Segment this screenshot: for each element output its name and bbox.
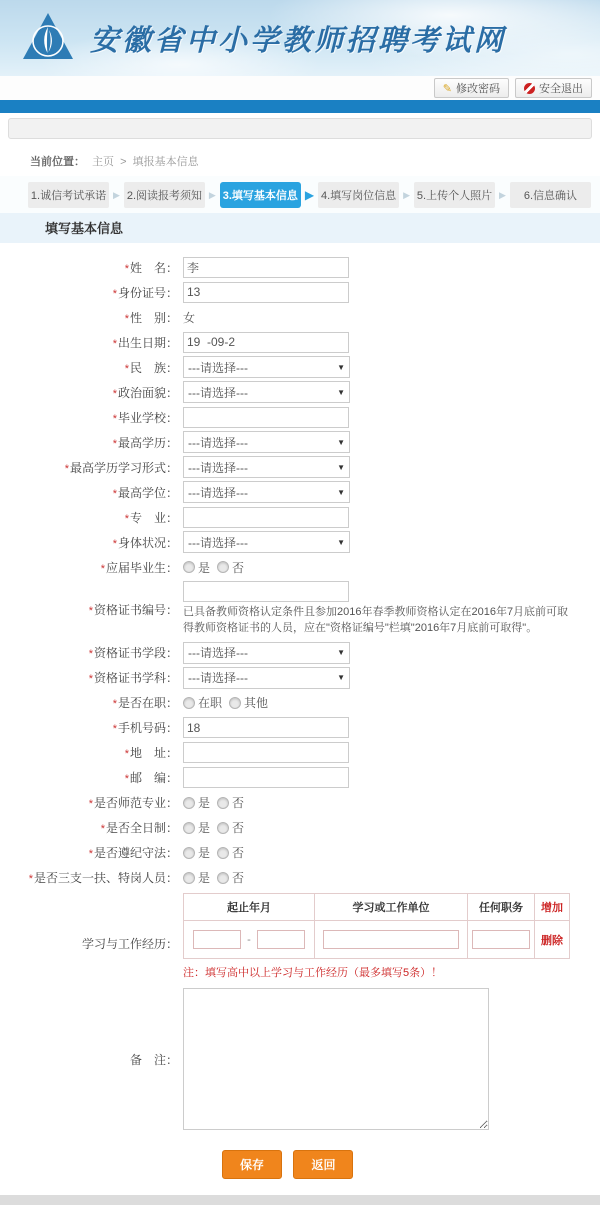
radio-label: 否 <box>232 821 245 836</box>
field-normal-major <box>183 794 600 811</box>
header-toolbar <box>0 76 600 100</box>
required-asterisk: * <box>124 262 129 275</box>
step-tab-4[interactable]: 4.填写岗位信息 <box>318 182 399 208</box>
fresh-graduate-option-1[interactable] <box>183 559 210 576</box>
field-label-text: 手机号码： <box>117 721 178 736</box>
full-time-option-2[interactable] <box>217 819 244 836</box>
remark-textarea[interactable] <box>183 988 489 1130</box>
required-asterisk: * <box>112 387 117 400</box>
form-row-highest-education <box>0 431 600 453</box>
radio-icon <box>183 847 195 859</box>
form-row-special-program <box>0 867 600 889</box>
radio-icon <box>183 797 195 809</box>
experience-label: 学习与工作经历： <box>81 936 178 951</box>
radio-label: 是 <box>198 871 211 886</box>
dropdown-arrow-icon: ▼ <box>337 487 345 497</box>
form-row-fresh-graduate <box>0 556 600 578</box>
selected-value: ---请选择--- <box>188 360 248 375</box>
exp-duty-input[interactable] <box>472 930 530 949</box>
required-asterisk: * <box>88 848 93 861</box>
dropdown-arrow-icon: ▼ <box>337 362 345 372</box>
education-form-select[interactable] <box>183 456 350 478</box>
date-range-separator: - <box>247 933 251 946</box>
field-mobile-number <box>183 717 600 738</box>
form-row-normal-major <box>0 792 600 814</box>
selected-value: ---请选择--- <box>188 671 248 686</box>
form-row-gender <box>0 306 600 328</box>
selected-value: ---请选择--- <box>188 485 248 500</box>
col-header-unit: 学习或工作单位 <box>315 893 468 920</box>
form-row-political-status <box>0 381 600 403</box>
required-asterisk: * <box>88 648 93 661</box>
radio-label: 否 <box>232 871 245 886</box>
experience-note: 注：填写高中以上学习与工作经历（最多填写5条）！ <box>183 967 443 980</box>
radio-icon <box>183 822 195 834</box>
field-label-text: 是否遵纪守法： <box>93 846 178 861</box>
field-political-status <box>183 381 600 403</box>
radio-label: 是 <box>198 560 211 575</box>
logout-icon <box>524 83 535 94</box>
col-header-duty: 任何职务 <box>468 893 535 920</box>
required-asterisk: * <box>28 873 33 886</box>
employment-status-option-1[interactable] <box>183 694 222 711</box>
radio-icon <box>217 847 229 859</box>
required-asterisk: * <box>88 798 93 811</box>
field-highest-degree <box>183 481 600 503</box>
field-label-text: 是否全日制： <box>105 821 178 836</box>
field-certificate-subject <box>183 667 600 689</box>
required-asterisk: * <box>88 673 93 686</box>
required-asterisk: * <box>112 337 117 350</box>
field-label-highest-education <box>0 434 178 451</box>
required-asterisk: * <box>112 698 117 711</box>
breadcrumb <box>0 144 600 176</box>
page-title: 填写基本信息 <box>0 213 600 243</box>
selected-value: ---请选择--- <box>188 385 248 400</box>
step-progress <box>0 176 600 213</box>
required-asterisk: * <box>100 562 105 575</box>
form-row-major <box>0 506 600 528</box>
birth-date-input[interactable] <box>183 332 349 353</box>
field-ethnicity <box>183 356 600 378</box>
dropdown-arrow-icon: ▼ <box>337 537 345 547</box>
form-row-employment-status <box>0 692 600 714</box>
experience-table <box>183 893 570 960</box>
radio-label: 是 <box>198 821 211 836</box>
radio-icon <box>183 697 195 709</box>
dropdown-arrow-icon: ▼ <box>337 462 345 472</box>
political-status-select[interactable] <box>183 381 350 403</box>
field-label-text: 姓 名： <box>129 260 178 275</box>
exp-start-date-input[interactable] <box>193 930 241 949</box>
step-arrow-icon: ▶ <box>208 189 216 200</box>
form-row-id-number <box>0 281 600 303</box>
certificate-subject-select[interactable] <box>183 667 350 689</box>
breadcrumb-separator: > <box>120 156 127 168</box>
field-label-text: 最高学历学习形式： <box>69 460 178 475</box>
field-label-text: 毕业学校： <box>117 410 178 425</box>
required-asterisk: * <box>124 748 129 761</box>
exp-end-date-input[interactable] <box>257 930 305 949</box>
field-label-text: 身体状况： <box>117 535 178 550</box>
field-label-special-program <box>0 869 178 886</box>
step-arrow-icon: ▶ <box>403 189 410 200</box>
field-gender <box>183 309 600 326</box>
field-label-gender <box>0 309 178 326</box>
field-full-time <box>183 819 600 836</box>
field-label-text: 资格证书编号： <box>93 603 178 618</box>
remark-label: 备 注： <box>129 1052 178 1067</box>
address-input[interactable] <box>183 742 349 763</box>
remark-section <box>0 988 600 1130</box>
radio-label: 否 <box>232 796 245 811</box>
field-label-text: 资格证书学科： <box>93 671 178 686</box>
highest-degree-select[interactable] <box>183 481 350 503</box>
step-arrow-icon: ▶ <box>499 189 506 200</box>
field-label-text: 最高学历： <box>117 435 178 450</box>
radio-icon <box>217 797 229 809</box>
field-label-text: 资格证书学段： <box>93 646 178 661</box>
graduate-school-input[interactable] <box>183 407 349 428</box>
add-experience-link[interactable]: 增加 <box>541 901 563 914</box>
field-employment-status <box>183 694 600 711</box>
delete-experience-link[interactable]: 删除 <box>541 934 563 947</box>
breadcrumb-home-link[interactable]: 主页 <box>92 156 115 168</box>
dropdown-arrow-icon: ▼ <box>337 437 345 447</box>
required-asterisk: * <box>124 773 129 786</box>
employment-status-option-2[interactable] <box>229 694 268 711</box>
logout-label: 安全退出 <box>539 83 583 95</box>
form-row-certificate-stage <box>0 642 600 664</box>
save-button[interactable]: 保存 <box>222 1150 282 1179</box>
form-row-address <box>0 742 600 764</box>
experience-header-row <box>184 893 570 920</box>
experience-duty-cell <box>468 920 535 959</box>
basic-info-form <box>0 243 600 1195</box>
form-row-health-status <box>0 531 600 553</box>
required-asterisk: * <box>88 605 93 618</box>
required-asterisk: * <box>124 312 129 325</box>
experience-table-wrap <box>183 893 570 960</box>
field-label-education-form <box>0 459 178 476</box>
step-tab-5[interactable]: 5.上传个人照片 <box>414 182 495 208</box>
field-label-text: 应届毕业生： <box>105 560 178 575</box>
radio-icon <box>183 872 195 884</box>
field-certificate-stage <box>183 642 600 664</box>
radio-label: 是 <box>198 846 211 861</box>
form-rows <box>0 256 600 889</box>
radio-label: 其他 <box>244 696 269 711</box>
field-label-text: 是否三支一扶、特岗人员： <box>33 871 178 886</box>
form-row-ethnicity <box>0 356 600 378</box>
ethnicity-select[interactable] <box>183 356 350 378</box>
nav-bar <box>0 100 600 113</box>
logout-button[interactable] <box>515 78 592 98</box>
field-label-certificate-stage <box>0 644 178 661</box>
experience-section <box>0 893 600 960</box>
form-row-name <box>0 256 600 278</box>
full-time-option-1[interactable] <box>183 819 210 836</box>
major-input[interactable] <box>183 507 349 528</box>
required-asterisk: * <box>100 823 105 836</box>
required-asterisk: * <box>112 412 117 425</box>
form-row-graduate-school <box>0 406 600 428</box>
field-label-text: 地 址： <box>129 746 178 761</box>
field-label-certificate-subject <box>0 669 178 686</box>
back-button[interactable]: 返回 <box>293 1150 353 1179</box>
step-tab-1[interactable]: 1.诚信考试承诺 <box>28 182 109 208</box>
mobile-number-input[interactable] <box>183 717 349 738</box>
experience-data-row <box>184 920 570 959</box>
required-asterisk: * <box>112 487 117 500</box>
selected-value: ---请选择--- <box>188 646 248 661</box>
field-label-major <box>0 509 178 526</box>
field-label-graduate-school <box>0 409 178 426</box>
site-logo-icon <box>20 10 76 66</box>
sub-nav-strip <box>0 113 600 144</box>
field-label-text: 政治面貌： <box>117 385 178 400</box>
field-law-abiding <box>183 844 600 861</box>
exp-unit-input[interactable] <box>323 930 459 949</box>
gender-value: 女 <box>183 310 196 325</box>
field-label-text: 是否在职： <box>117 696 178 711</box>
certificate-number-input[interactable] <box>183 581 349 602</box>
field-label-normal-major <box>0 794 178 811</box>
certificate-note: 已具备教师资格认定条件且参加2016年春季教师资格认定在2016年7月底前可取得教师资格证书的人员，应在"资格证编号"栏填"2016年7月底前可取得"。 <box>183 606 569 634</box>
col-header-dates: 起止年月 <box>184 893 315 920</box>
required-asterisk: * <box>124 512 129 525</box>
field-label-text: 邮 编： <box>129 771 178 786</box>
pencil-icon: ✎ <box>442 82 452 95</box>
experience-unit-cell <box>315 920 468 959</box>
field-id-number <box>183 282 600 303</box>
site-title: 安徽省中小学教师招聘考试网 <box>90 22 507 57</box>
field-label-text: 身份证号： <box>117 285 178 300</box>
required-asterisk: * <box>112 437 117 450</box>
id-number-input[interactable] <box>183 282 349 303</box>
radio-icon <box>217 872 229 884</box>
certificate-stage-select[interactable] <box>183 642 350 664</box>
required-asterisk: * <box>112 723 117 736</box>
radio-icon <box>229 697 241 709</box>
dropdown-arrow-icon: ▼ <box>337 673 345 683</box>
highest-education-select[interactable] <box>183 431 350 453</box>
field-label-certificate-number <box>0 601 178 618</box>
form-row-certificate-number <box>0 581 600 639</box>
form-row-full-time <box>0 817 600 839</box>
field-birth-date <box>183 332 600 353</box>
postal-code-input[interactable] <box>183 767 349 788</box>
field-label-highest-degree <box>0 484 178 501</box>
required-asterisk: * <box>64 462 69 475</box>
required-asterisk: * <box>112 537 117 550</box>
field-label-ethnicity <box>0 359 178 376</box>
law-abiding-option-1[interactable] <box>183 844 210 861</box>
radio-icon <box>217 822 229 834</box>
step-tab-3-active[interactable]: 3.填写基本信息 <box>220 182 301 208</box>
required-asterisk: * <box>112 287 117 300</box>
form-actions <box>222 1150 600 1195</box>
special-program-option-2[interactable] <box>217 869 244 886</box>
field-label-text: 是否师范专业： <box>93 796 178 811</box>
field-label-employment-status <box>0 694 178 711</box>
field-label-political-status <box>0 384 178 401</box>
field-major <box>183 507 600 528</box>
form-row-mobile-number <box>0 717 600 739</box>
radio-label: 否 <box>232 846 245 861</box>
step-arrow-icon: ▶ <box>113 189 120 200</box>
form-row-education-form <box>0 456 600 478</box>
field-label-postal-code <box>0 769 178 786</box>
field-label-id-number <box>0 284 178 301</box>
field-education-form <box>183 456 600 478</box>
form-row-postal-code <box>0 767 600 789</box>
field-label-health-status <box>0 534 178 551</box>
field-highest-education <box>183 431 600 453</box>
field-label-name <box>0 259 178 276</box>
breadcrumb-current: 填报基本信息 <box>132 156 199 168</box>
site-header <box>0 0 600 76</box>
radio-icon <box>217 561 229 573</box>
step-tab-6[interactable]: 6.信息确认 <box>510 182 591 208</box>
field-label-full-time <box>0 819 178 836</box>
field-label-address <box>0 744 178 761</box>
field-label-text: 最高学位： <box>117 485 178 500</box>
special-program-option-1[interactable] <box>183 869 210 886</box>
law-abiding-option-2[interactable] <box>217 844 244 861</box>
field-fresh-graduate <box>183 559 600 576</box>
selected-value: ---请选择--- <box>188 535 248 550</box>
field-label-text: 专 业： <box>129 510 178 525</box>
field-label-text: 性 别： <box>129 310 178 325</box>
required-asterisk: * <box>124 362 129 375</box>
field-postal-code <box>183 767 600 788</box>
form-row-birth-date <box>0 331 600 353</box>
field-special-program <box>183 869 600 886</box>
step-tab-2[interactable]: 2.阅读报考须知 <box>124 182 205 208</box>
field-graduate-school <box>183 407 600 428</box>
field-health-status <box>183 531 600 553</box>
field-label-birth-date <box>0 334 178 351</box>
change-password-label: 修改密码 <box>456 83 500 95</box>
radio-label: 否 <box>232 560 245 575</box>
experience-dates-cell <box>184 920 315 959</box>
field-label-fresh-graduate <box>0 559 178 576</box>
field-label-text: 出生日期： <box>117 335 178 350</box>
form-row-highest-degree <box>0 481 600 503</box>
radio-label: 是 <box>198 796 211 811</box>
field-name <box>183 257 600 278</box>
field-address <box>183 742 600 763</box>
name-input[interactable] <box>183 257 349 278</box>
step-arrow-icon-active: ▶ <box>304 188 315 202</box>
fresh-graduate-option-2[interactable] <box>217 559 244 576</box>
breadcrumb-prefix: 当前位置： <box>30 156 85 168</box>
field-certificate-number <box>183 581 600 639</box>
change-password-button[interactable] <box>434 78 509 98</box>
dropdown-arrow-icon: ▼ <box>337 648 345 658</box>
radio-label: 在职 <box>198 696 223 711</box>
field-label-law-abiding <box>0 844 178 861</box>
form-row-certificate-subject <box>0 667 600 689</box>
selected-value: ---请选择--- <box>188 460 248 475</box>
footer-strip <box>0 1195 600 1205</box>
field-label-text: 民 族： <box>129 360 178 375</box>
normal-major-option-1[interactable] <box>183 794 210 811</box>
normal-major-option-2[interactable] <box>217 794 244 811</box>
dropdown-arrow-icon: ▼ <box>337 387 345 397</box>
field-label-mobile-number <box>0 719 178 736</box>
radio-icon <box>183 561 195 573</box>
health-status-select[interactable] <box>183 531 350 553</box>
form-row-law-abiding <box>0 842 600 864</box>
selected-value: ---请选择--- <box>188 435 248 450</box>
empty-panel <box>8 118 592 139</box>
